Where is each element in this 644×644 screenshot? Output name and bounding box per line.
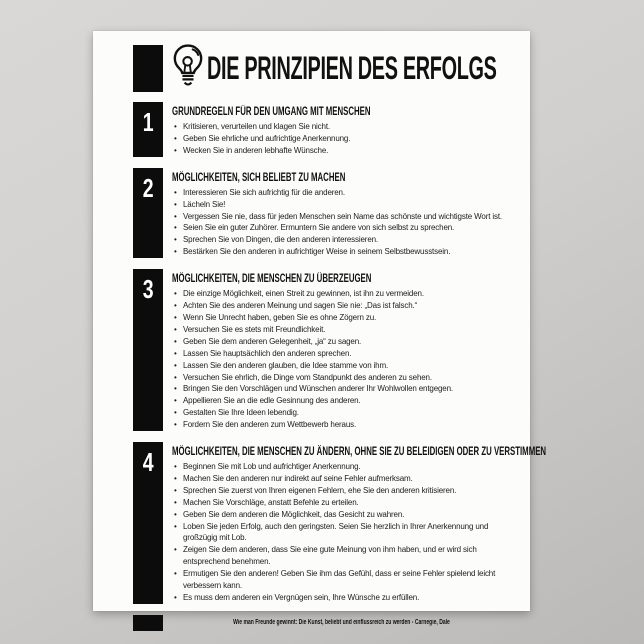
section-heading: GRUNDREGELN FÜR DEN UMGANG MIT MENSCHEN — [172, 106, 371, 118]
section-heading: MÖGLICHKEITEN, DIE MENSCHEN ZU ÜBERZEUGEN — [172, 273, 372, 286]
principle-section — [133, 168, 520, 258]
principle-item: • Bestärken Sie den anderen in aufrichtiger Weise in seinem Selbstbewusstsein. — [172, 246, 516, 258]
principle-section — [133, 102, 520, 157]
section-number-bar — [133, 269, 163, 431]
principle-item: • Geben Sie dem anderen Gelegenheit, „ja“ zu sagen. — [172, 336, 516, 348]
principle-item: • Beginnen Sie mit Lob und aufrichtiger Anerkennung. — [172, 461, 516, 473]
principle-item: • Geben Sie ehrliche und aufrichtige Anerkennung. — [172, 133, 516, 145]
principle-item: • Machen Sie Vorschläge, anstatt Befehle zu erteilen. — [172, 497, 516, 509]
principle-item: • Lassen Sie hauptsächlich den anderen sprechen. — [172, 348, 516, 360]
section-heading: MÖGLICHKEITEN, DIE MENSCHEN ZU ÄNDERN, OHNE SIE ZU BELEIDIGEN ODER ZU VERSTIMMEN — [172, 446, 547, 459]
principle-item: • Zeigen Sie dem anderen, dass Sie eine gute Meinung von ihm haben, und er wird sich entsprechend benehmen. — [172, 544, 516, 568]
principle-item: • Kritisieren, verurteilen und klagen Sie nicht. — [172, 121, 516, 133]
principle-item: • Es muss dem anderen ein Vergnügen sein, Ihre Wünsche zu erfüllen. — [172, 592, 516, 604]
principle-item: • Versuchen Sie ehrlich, die Dinge vom Standpunkt des anderen zu sehen. — [172, 372, 516, 384]
principle-item: • Lassen Sie den anderen glauben, die Idee stamme von ihm. — [172, 360, 516, 372]
principle-item: • Geben Sie dem anderen die Möglichkeit, das Gesicht zu wahren. — [172, 509, 516, 521]
section-content — [172, 269, 520, 431]
principle-item: • Seien Sie ein guter Zuhörer. Ermuntern Sie andere von sich selbst zu sprechen. — [172, 222, 516, 234]
principle-item: • Loben Sie jeden Erfolg, auch den geringsten. Seien Sie herzlich in Ihrer Anerkennung und großzügig mit Lob. — [172, 521, 516, 545]
principle-item: • Versuchen Sie es stets mit Freundlichkeit. — [172, 324, 516, 336]
principle-item: • Machen Sie den anderen nur indirekt auf seine Fehler aufmerksam. — [172, 473, 516, 485]
section-content — [172, 442, 547, 604]
lightbulb-icon — [171, 43, 205, 94]
principle-item: • Achten Sie des anderen Meinung und sagen Sie nie: „Das ist falsch.“ — [172, 300, 516, 312]
principle-item: • Die einzige Möglichkeit, einen Streit zu gewinnen, ist ihn zu vermeiden. — [172, 288, 516, 300]
section-number-bar — [133, 442, 163, 604]
poster-footer — [133, 615, 520, 631]
sections-container — [133, 102, 547, 604]
principle-section — [133, 269, 520, 431]
success-principles-poster — [93, 31, 547, 627]
section-bullet-list — [172, 121, 516, 157]
section-number-bar — [133, 168, 163, 258]
section-number: 2 — [142, 172, 154, 203]
section-content — [172, 168, 520, 258]
poster-title: DIE PRINZIPIEN DES ERFOLGS — [207, 50, 497, 86]
principle-item: • Fordern Sie den anderen zum Wettbewerb heraus. — [172, 419, 516, 431]
principle-item: • Wecken Sie in anderen lebhafte Wünsche. — [172, 145, 516, 157]
section-number: 4 — [142, 447, 154, 478]
principle-item: • Wenn Sie Unrecht haben, geben Sie es ohne Zögern zu. — [172, 312, 516, 324]
section-bullet-list — [172, 461, 516, 604]
section-number-bar — [133, 102, 163, 157]
principle-item: • Gestalten Sie Ihre Ideen lebendig. — [172, 407, 516, 419]
section-number: 1 — [142, 107, 154, 137]
principle-item: • Bringen Sie den Vorschlägen und Wünschen anderer Ihr Wohlwollen entgegen. — [172, 383, 516, 395]
section-content — [172, 102, 520, 157]
section-number: 3 — [142, 274, 154, 305]
header-black-block — [133, 45, 163, 92]
source-attribution: Wie man Freunde gewinnt: Die Kunst, beliebt und einflussreich zu werden - Carnegie, Dale — [233, 619, 450, 627]
section-bullet-list — [172, 288, 516, 431]
principle-item: • Vergessen Sie nie, dass für jeden Menschen sein Name das schönste und wichtigste Wort ist. — [172, 211, 516, 223]
section-bullet-list — [172, 187, 516, 258]
principle-item: • Appellieren Sie an die edle Gesinnung des anderen. — [172, 395, 516, 407]
principle-item: • Ermutigen Sie den anderen! Geben Sie ihm das Gefühl, dass er seine Fehler spielend leicht verbessern kann. — [172, 568, 516, 592]
principle-section — [133, 442, 547, 604]
poster-header — [133, 45, 520, 92]
principle-item: • Sprechen Sie von Dingen, die den anderen interessieren. — [172, 234, 516, 246]
principle-item: • Lächeln Sie! — [172, 199, 516, 211]
footer-black-block — [133, 615, 163, 631]
section-heading: MÖGLICHKEITEN, SICH BELIEBT ZU MACHEN — [172, 171, 346, 184]
principle-item: • Sprechen Sie zuerst von Ihren eigenen Fehlern, ehe Sie den anderen kritisieren. — [172, 485, 516, 497]
principle-item: • Interessieren Sie sich aufrichtig für die anderen. — [172, 187, 516, 199]
